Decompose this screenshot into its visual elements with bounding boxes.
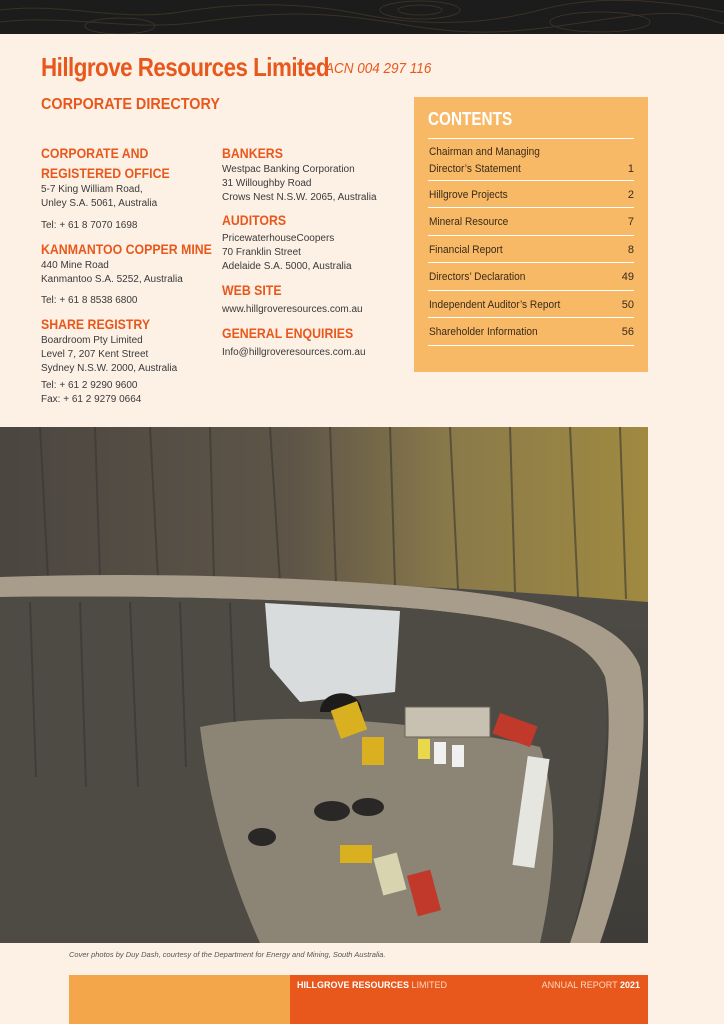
photo-caption: Cover photos by Duy Dash, courtesy of the Department for Energy and Mining, South Australia. xyxy=(69,950,386,959)
toc-label: Mineral Resource xyxy=(429,216,509,228)
share-registry-line-1: Boardroom Pty Limited xyxy=(41,335,143,346)
toc-page: 8 xyxy=(627,244,634,256)
contents-box xyxy=(414,97,648,372)
toc-page: 49 xyxy=(621,271,634,283)
toc-label-line-2: Director’s Statement xyxy=(429,163,521,175)
directory-column-1 xyxy=(41,143,211,407)
toc-label: Financial Report xyxy=(429,244,503,256)
enquiries-heading: GENERAL ENQUIRIES xyxy=(222,325,354,341)
footer-report-year: 2021 xyxy=(619,980,640,990)
auditors-line-3: Adelaide S.A. 5000, Australia xyxy=(222,261,352,272)
auditors-heading: AUDITORS xyxy=(222,212,287,228)
auditors-line-1: PricewaterhouseCoopers xyxy=(222,233,335,244)
toc-label: Directors’ Declaration xyxy=(429,271,526,283)
top-banner xyxy=(0,0,724,34)
acn-number: ACN 004 297 116 xyxy=(325,60,432,77)
bankers-line-1: Westpac Banking Corporation xyxy=(222,164,355,175)
open-pit-mine-photo xyxy=(0,427,648,943)
kanmantoo-tel: Tel: + 61 8 8538 6800 xyxy=(41,295,138,306)
company-title: Hillgrove Resources Limited xyxy=(41,52,330,82)
toc-label: Shareholder Information xyxy=(429,326,538,338)
bankers-heading: BANKERS xyxy=(222,145,283,161)
page-footer xyxy=(69,975,648,1024)
toc-page: 50 xyxy=(621,299,634,311)
directory-column-2 xyxy=(222,143,402,360)
share-registry-tel: Tel: + 61 2 9290 9600 xyxy=(41,380,138,391)
toc-item[interactable] xyxy=(428,208,634,236)
share-registry-heading: SHARE REGISTRY xyxy=(41,316,151,332)
corporate-office-heading-2: REGISTERED OFFICE xyxy=(41,165,170,181)
toc-page: 56 xyxy=(621,326,634,338)
contents-list xyxy=(428,140,634,346)
toc-page: 1 xyxy=(627,163,634,175)
corporate-office-address-1: 5-7 King William Road, xyxy=(41,184,143,195)
footer-brand xyxy=(297,980,447,990)
share-registry-fax: Fax: + 61 2 9279 0664 xyxy=(41,394,142,405)
toc-page: 2 xyxy=(627,189,634,201)
corporate-office-tel: Tel: + 61 8 7070 1698 xyxy=(41,220,138,231)
topographic-pattern xyxy=(0,0,724,34)
toc-label: Independent Auditor’s Report xyxy=(429,299,561,311)
toc-item[interactable] xyxy=(428,181,634,208)
contents-heading: CONTENTS xyxy=(428,109,513,129)
toc-item[interactable] xyxy=(428,291,634,318)
bankers-line-2: 31 Willoughby Road xyxy=(222,178,312,189)
toc-item[interactable] xyxy=(428,140,634,181)
toc-item[interactable] xyxy=(428,318,634,346)
website-link[interactable]: www.hillgroveresources.com.au xyxy=(222,304,363,315)
website-heading: WEB SITE xyxy=(222,282,282,298)
footer-report-label: ANNUAL REPORT xyxy=(541,980,618,990)
kanmantoo-address-1: 440 Mine Road xyxy=(41,260,109,271)
corporate-directory-heading: CORPORATE DIRECTORY xyxy=(41,96,220,113)
kanmantoo-address-2: Kanmantoo S.A. 5252, Australia xyxy=(41,274,183,285)
corporate-office-address-2: Unley S.A. 5061, Australia xyxy=(41,198,158,209)
footer-report xyxy=(542,980,640,990)
enquiries-email[interactable]: Info@hillgroveresources.com.au xyxy=(222,347,366,358)
bankers-line-3: Crows Nest N.S.W. 2065, Australia xyxy=(222,192,377,203)
toc-label: Hillgrove Projects xyxy=(429,189,508,201)
share-registry-line-3: Sydney N.S.W. 2000, Australia xyxy=(41,363,178,374)
toc-page: 7 xyxy=(627,216,634,228)
footer-brand-bold: HILLGROVE RESOURCES xyxy=(297,980,410,990)
footer-left-band xyxy=(69,975,290,1024)
toc-item[interactable] xyxy=(428,263,634,291)
toc-label-line-1: Chairman and Managing xyxy=(429,146,540,158)
kanmantoo-heading: KANMANTOO COPPER MINE xyxy=(41,241,212,257)
toc-item[interactable] xyxy=(428,236,634,263)
corporate-office-heading-1: CORPORATE AND xyxy=(41,145,149,161)
share-registry-line-2: Level 7, 207 Kent Street xyxy=(41,349,149,360)
auditors-line-2: 70 Franklin Street xyxy=(222,247,301,258)
mine-illustration xyxy=(0,427,648,943)
contents-divider xyxy=(428,138,634,139)
footer-brand-light: LIMITED xyxy=(411,980,448,990)
